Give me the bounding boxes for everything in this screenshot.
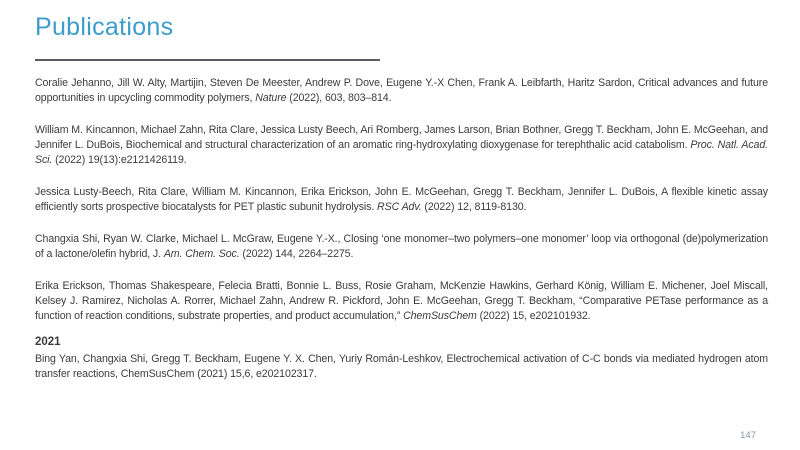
citation-text: Coralie Jehanno, Jill W. Alty, Martijin, Steven De Meester, Andrew P. Dove, Eugene Y.-X Chen, Frank A. Leibfarth, Haritz Sardon, Critical advances and future opportunities in upcycling commodity polymers,: [35, 77, 768, 104]
citation-text: Changxia Shi, Ryan W. Clarke, Michael L. McGraw, Eugene Y.-X., Closing ‘one monomer–two polymers–one monomer’ loop via orthogonal (de)polymerization of a lactone/olefin hybrid, J.: [35, 233, 768, 260]
journal-name: RSC Adv.: [377, 201, 422, 213]
journal-name: Am. Chem. Soc.: [163, 248, 240, 260]
citation-text: (2022) 12, 8119-8130.: [421, 201, 527, 213]
citation-text: (2022) 144, 2264–2275.: [239, 248, 354, 260]
page-title: Publications: [35, 13, 174, 41]
journal-name: Proc. Natl. Acad. Sci.: [35, 139, 768, 166]
citation-text: William M. Kincannon, Michael Zahn, Rita Clare, Jessica Lusty Beech, Ari Romberg, James Larson, Brian Bothner, Gregg T. Beckham, John E. McGeehan, and Jennifer L. DuBois, Biochemical and structural characterization of an aromatic ring-hydroxylating dioxygenase for terephthalic acid catabolism.: [35, 124, 768, 151]
citation-lusty-beech-2022: [35, 185, 768, 215]
journal-name: ChemSusChem: [403, 310, 477, 322]
citation-text: (2022), 603, 803–814.: [286, 92, 392, 104]
citation-text: Erika Erickson, Thomas Shakespeare, Felecia Bratti, Bonnie L. Buss, Rosie Graham, McKenzie Hawkins, Gerhard König, William E. Michener, Joel Miscall, Kelsey J. Ramirez, Nicholas A. Rorrer, Michael Zahn, Andrew R. Pickford, John E. McGeehan, Gregg T. Beckham, “Comparative PETase performance as a function of reaction conditions, substrate properties, and product accumulation,”: [35, 280, 768, 322]
citation-text: Bing Yan, Changxia Shi, Gregg T. Beckham, Eugene Y. X. Chen, Yuriy Román-Leshkov, Electrochemical activation of C-C bonds via mediated hydrogen atom transfer reactions, ChemSusChem (2021) 15,6, e202102317.: [35, 353, 768, 380]
publications-list: [35, 76, 768, 399]
title-underline: [35, 59, 380, 61]
citation-shi-2022: [35, 232, 768, 262]
citation-text: Jessica Lusty-Beech, Rita Clare, William M. Kincannon, Erika Erickson, John E. McGeehan, Gregg T. Beckham, Jennifer L. DuBois, A flexible kinetic assay efficiently sorts prospective biocatalysts for PET plastic subunit hydrolysis.: [35, 186, 768, 213]
citation-kincannon-2022: [35, 123, 768, 168]
citation-yan-2021: [35, 352, 768, 382]
citation-text: (2022) 19(13):e2121426119.: [52, 154, 187, 166]
page-number: 147: [740, 430, 756, 441]
journal-name: Nature: [255, 92, 287, 104]
citation-text: (2022) 15, e202101932.: [476, 310, 591, 322]
year-heading-2021: 2021: [35, 336, 61, 348]
citation-erickson-2022: [35, 279, 768, 324]
citation-jehanno-2022: [35, 76, 768, 106]
